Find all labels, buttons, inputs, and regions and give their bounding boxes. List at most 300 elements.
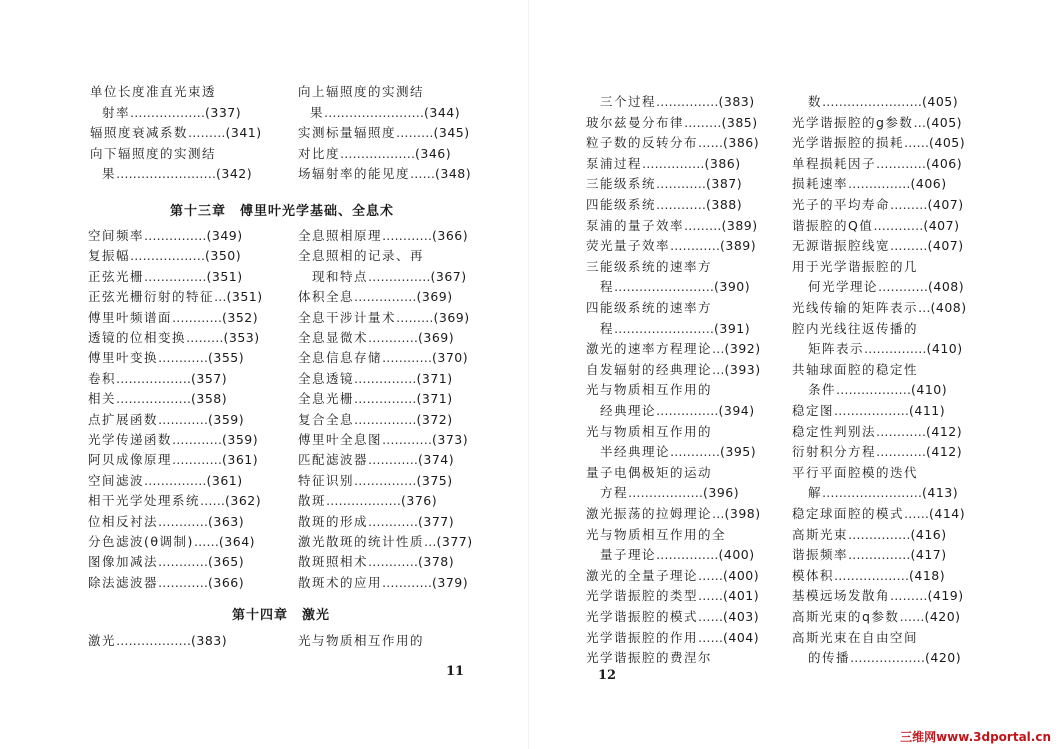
entry-leader-dots: ……… (188, 125, 226, 140)
index-entry (600, 279, 750, 295)
entry-term: 散斑的形成 (298, 513, 369, 529)
index-entry (298, 146, 451, 162)
entry-leader-dots: …… (899, 609, 925, 624)
entry-term: 场辐射率的能见度 (298, 166, 411, 181)
index-entry (792, 568, 945, 584)
index-entry (792, 218, 959, 234)
index-entry (600, 403, 755, 419)
index-entry (808, 650, 961, 666)
index-entry (792, 403, 945, 419)
entry-leader-dots: ……………… (834, 567, 910, 583)
chapter-14-title: 第十四章 激光 (232, 608, 331, 623)
index-entry (298, 125, 470, 141)
entry-page-number: (408) (930, 300, 967, 315)
index-entry (792, 547, 947, 563)
entry-term: 模体积 (792, 567, 835, 583)
entry-term: 泵浦过程 (586, 155, 643, 171)
page-gutter (528, 0, 529, 749)
entry-term: 复合全息 (298, 411, 355, 427)
entry-term: 解 (808, 485, 823, 501)
entry-term: 特征识别 (298, 472, 355, 488)
entry-term: 衍射积分方程 (792, 444, 877, 460)
entry-leader-dots: …… (698, 609, 724, 624)
index-entry (792, 176, 947, 192)
entry-term: 傅里叶全息图 (298, 432, 383, 447)
entry-page-number: (406) (926, 155, 963, 171)
entry-leader-dots: ……………… (116, 370, 192, 386)
entry-leader-dots: …… (698, 567, 724, 583)
index-entry (298, 330, 454, 346)
index-entry (586, 424, 712, 440)
entry-page-number: (413) (922, 485, 959, 501)
entry-term: 全息照相原理 (298, 228, 383, 243)
entry-leader-dots: …………………… (324, 104, 425, 120)
entry-page-number: (353) (223, 330, 260, 345)
entry-term: 玻尔兹曼分布律 (586, 114, 685, 130)
entry-page-number: (359) (222, 432, 259, 447)
entry-leader-dots: ………… (172, 432, 223, 447)
entry-leader-dots: …… (904, 135, 930, 151)
entry-page-number: (372) (416, 411, 453, 427)
index-entry (808, 341, 963, 357)
entry-page-number: (398) (724, 506, 761, 521)
entry-page-number: (358) (191, 391, 228, 407)
entry-term: 复振幅 (88, 248, 131, 264)
entry-term: 光学谐振腔的损耗 (792, 135, 905, 151)
index-entry (792, 156, 962, 172)
entry-leader-dots: ……………… (836, 382, 912, 398)
index-entry (808, 382, 947, 398)
entry-term: 光学传递函数 (88, 432, 173, 447)
entry-page-number: (379) (432, 574, 469, 590)
entry-page-number: (407) (927, 238, 964, 254)
entry-leader-dots: ………… (368, 330, 419, 345)
entry-page-number: (349) (206, 228, 243, 243)
index-entry (586, 568, 759, 584)
index-entry (298, 432, 468, 448)
index-entry (792, 321, 918, 337)
entry-page-number: (385) (721, 114, 758, 130)
entry-term: 粒子数的反转分布 (586, 135, 699, 151)
entry-leader-dots: …… (193, 534, 219, 549)
index-entry (586, 259, 712, 275)
entry-term: 程 (600, 279, 615, 295)
entry-term: 空间频率 (88, 228, 145, 243)
entry-page-number: (389) (720, 238, 757, 254)
index-entry (298, 575, 468, 591)
entry-page-number: (341) (225, 125, 262, 140)
entry-term: 损耗速率 (792, 176, 849, 192)
entry-page-number: (411) (909, 403, 946, 418)
index-entry (102, 105, 241, 121)
entry-page-number: (405) (925, 114, 963, 130)
entry-page-number: (391) (714, 320, 751, 336)
entry-leader-dots: …… (904, 506, 930, 521)
entry-page-number: (371) (416, 391, 453, 407)
entry-term: 激光 (88, 633, 117, 648)
entry-leader-dots: …………… (354, 391, 417, 407)
index-entry (298, 289, 453, 305)
entry-leader-dots: ……………… (850, 650, 926, 666)
index-entry (792, 197, 964, 213)
entry-leader-dots: ……… (890, 238, 928, 254)
index-entry (808, 279, 964, 295)
index-entry (88, 228, 243, 244)
entry-term: 数 (808, 94, 823, 109)
index-entry (600, 547, 755, 563)
entry-page-number: (352) (222, 309, 259, 325)
entry-term: 正弦光栅 (88, 268, 145, 284)
index-entry (586, 588, 759, 604)
entry-page-number: (387) (706, 176, 743, 192)
entry-leader-dots: …… (698, 135, 724, 151)
entry-page-number: (346) (415, 145, 452, 161)
entry-leader-dots: ……………… (116, 391, 192, 407)
entry-term: 光学谐振腔的模式 (586, 609, 699, 624)
index-entry (298, 493, 437, 509)
entry-leader-dots: … (913, 114, 926, 130)
index-entry (298, 391, 453, 407)
entry-term: 稳定图 (792, 403, 835, 418)
entry-page-number: (393) (724, 361, 761, 377)
entry-term: 基模远场发散角 (792, 588, 891, 604)
entry-leader-dots: ………… (656, 176, 707, 192)
entry-page-number: (367) (430, 268, 467, 284)
entry-term: 三能级系统 (586, 176, 657, 192)
entry-term: 向上辐照度的实测结 (298, 84, 425, 99)
entry-page-number: (361) (222, 452, 259, 468)
entry-term: 光与物质相互作用的 (586, 382, 713, 398)
entry-leader-dots: …………… (354, 472, 417, 488)
entry-term: 相干光学处理系统 (88, 493, 201, 509)
entry-page-number: (351) (226, 289, 263, 305)
index-entry (88, 248, 241, 264)
entry-page-number: (366) (432, 228, 469, 243)
entry-leader-dots: …… (410, 166, 436, 181)
entry-term: 光与物质相互作用的 (586, 423, 713, 439)
entry-leader-dots: ……………… (130, 104, 206, 120)
index-entry (298, 371, 453, 387)
index-entry (586, 650, 712, 666)
entry-term: 光学谐振腔的g参数 (792, 114, 914, 130)
index-entry (586, 609, 759, 625)
entry-leader-dots: ……………… (340, 145, 416, 161)
entry-leader-dots: ……… (890, 197, 928, 212)
entry-page-number: (363) (208, 513, 245, 529)
entry-leader-dots: ………… (878, 279, 929, 295)
entry-leader-dots: …………… (848, 547, 911, 563)
entry-page-number: (357) (191, 370, 228, 386)
entry-term: 光学谐振腔的类型 (586, 588, 699, 604)
entry-leader-dots: ………… (158, 411, 209, 427)
index-entry (298, 228, 468, 244)
entry-page-number: (420) (924, 609, 961, 624)
index-entry (298, 534, 473, 550)
entry-leader-dots: …………… (354, 370, 417, 386)
entry-page-number: (351) (206, 268, 243, 284)
entry-term: 激光散斑的统计性质 (298, 534, 425, 549)
index-entry (298, 633, 424, 649)
entry-leader-dots: ………… (670, 444, 721, 460)
index-entry (792, 135, 965, 151)
entry-page-number: (412) (926, 423, 963, 439)
index-entry (586, 300, 712, 316)
index-entry (298, 514, 454, 530)
index-entry (298, 310, 470, 326)
entry-page-number: (370) (432, 350, 469, 366)
entry-term: 条件 (808, 382, 837, 398)
entry-term: 自发辐射的经典理论 (586, 361, 713, 377)
index-entry (586, 465, 712, 481)
index-entry (586, 156, 741, 172)
entry-term: 果 (310, 104, 325, 120)
entry-page-number: (365) (208, 554, 245, 570)
entry-term: 全息显微术 (298, 330, 369, 345)
entry-page-number: (396) (703, 485, 740, 501)
entry-page-number: (416) (910, 526, 947, 542)
entry-term: 全息信息存储 (298, 350, 383, 366)
index-entry (586, 341, 761, 357)
index-entry (88, 269, 243, 285)
index-entry (792, 527, 947, 543)
entry-term: 透镜的位相变换 (88, 330, 187, 345)
index-entry (792, 424, 962, 440)
entry-term: 光与物质相互作用的 (298, 633, 425, 648)
entry-leader-dots: ……………… (326, 493, 402, 509)
index-entry (88, 534, 255, 550)
index-entry (586, 362, 761, 378)
index-entry (88, 412, 244, 428)
entry-page-number: (378) (418, 554, 455, 570)
entry-term: 傅里叶变换 (88, 350, 159, 366)
entry-page-number: (414) (929, 506, 966, 521)
entry-page-number: (394) (718, 403, 755, 418)
index-entry (792, 465, 918, 481)
entry-page-number: (361) (206, 472, 243, 488)
entry-leader-dots: …………………… (116, 166, 217, 181)
entry-page-number: (383) (191, 633, 228, 648)
entry-page-number: (355) (208, 350, 245, 366)
entry-leader-dots: ………… (876, 423, 927, 439)
entry-term: 对比度 (298, 145, 341, 161)
entry-leader-dots: …………… (848, 526, 911, 542)
entry-leader-dots: …………… (354, 411, 417, 427)
index-entry (298, 412, 453, 428)
entry-term: 荧光量子效率 (586, 238, 671, 254)
entry-leader-dots: ……… (396, 125, 434, 140)
entry-leader-dots: …………………… (822, 94, 923, 109)
entry-term: 正弦光栅衍射的特征 (88, 289, 215, 305)
entry-term: 射率 (102, 104, 131, 120)
entry-page-number: (390) (714, 279, 751, 295)
index-entry (298, 166, 471, 182)
entry-page-number: (408) (928, 279, 965, 295)
index-entry (88, 289, 263, 305)
entry-leader-dots: ………… (876, 444, 927, 460)
entry-leader-dots: ……………… (628, 485, 704, 501)
entry-leader-dots: ………… (382, 228, 433, 243)
index-entry (88, 633, 227, 649)
index-entry (298, 84, 424, 100)
watermark: 三维网www.3dportal.cn (900, 730, 1051, 744)
entry-term: 的传播 (808, 650, 851, 666)
index-entry (88, 452, 258, 468)
entry-leader-dots: …………… (656, 94, 719, 109)
entry-page-number: (406) (910, 176, 947, 192)
entry-page-number: (375) (416, 472, 453, 488)
entry-term: 位相反衬法 (88, 513, 159, 529)
entry-page-number: (419) (927, 588, 964, 604)
entry-leader-dots: …………………… (822, 485, 923, 501)
index-entry (586, 382, 712, 398)
entry-page-number: (344) (424, 104, 461, 120)
entry-term: 高斯光束在自由空间 (792, 629, 919, 645)
entry-page-number: (392) (724, 341, 761, 357)
index-entry (90, 146, 216, 162)
entry-leader-dots: ………… (158, 350, 209, 366)
entry-page-number: (362) (225, 493, 262, 509)
entry-leader-dots: …………… (368, 268, 431, 284)
entry-term: 方程 (600, 485, 629, 501)
entry-leader-dots: ………… (158, 574, 209, 590)
entry-term: 高斯光束 (792, 526, 849, 542)
entry-term: 分色滤波(θ调制) (88, 534, 194, 549)
entry-term: 单程损耗因子 (792, 155, 877, 171)
index-entry (88, 473, 243, 489)
entry-term: 程 (600, 320, 615, 336)
entry-leader-dots: … (712, 506, 725, 521)
entry-term: 光与物质相互作用的全 (586, 526, 727, 542)
entry-term: 量子电偶极矩的运动 (586, 464, 713, 480)
entry-term: 四能级系统的速率方 (586, 300, 713, 315)
chapter-13-title: 第十三章 傅里叶光学基础、全息术 (170, 204, 395, 219)
entry-leader-dots: …………… (144, 472, 207, 488)
index-entry (808, 94, 958, 110)
entry-page-number: (359) (208, 411, 245, 427)
entry-term: 散斑 (298, 493, 327, 509)
entry-term: 激光振荡的拉姆理论 (586, 506, 713, 521)
entry-leader-dots: ……………… (834, 403, 910, 418)
index-entry (586, 527, 726, 543)
entry-leader-dots: …………………… (614, 320, 715, 336)
entry-term: 体积全息 (298, 289, 355, 305)
entry-leader-dots: ……… (396, 309, 434, 325)
entry-leader-dots: …………… (354, 289, 417, 305)
entry-term: 谐振腔的Q值 (792, 217, 874, 233)
entry-leader-dots: ………… (368, 513, 419, 529)
entry-page-number: (348) (435, 166, 472, 181)
entry-term: 光线传输的矩阵表示 (792, 300, 919, 315)
index-entry (298, 452, 454, 468)
index-entry (808, 485, 958, 501)
entry-leader-dots: ………… (876, 155, 927, 171)
index-entry (88, 371, 227, 387)
entry-leader-dots: …………… (642, 155, 705, 171)
index-entry (102, 166, 252, 182)
entry-leader-dots: ………… (172, 309, 223, 325)
entry-term: 光学谐振腔的作用 (586, 629, 699, 645)
entry-leader-dots: … (712, 341, 725, 357)
entry-term: 傅里叶频谱面 (88, 309, 173, 325)
index-entry (298, 473, 453, 489)
entry-leader-dots: ………… (873, 217, 924, 233)
entry-term: 果 (102, 166, 117, 181)
entry-term: 三个过程 (600, 94, 657, 109)
entry-leader-dots: …………… (656, 403, 719, 418)
index-entry (312, 269, 467, 285)
index-entry (88, 310, 258, 326)
entry-term: 量子理论 (600, 547, 657, 563)
entry-term: 全息光栅 (298, 391, 355, 407)
entry-page-number: (342) (216, 166, 253, 181)
entry-term: 单位长度准直光束透 (90, 84, 217, 99)
entry-term: 高斯光束的q参数 (792, 609, 900, 624)
entry-term: 三能级系统的速率方 (586, 258, 713, 274)
index-entry (792, 259, 918, 275)
index-entry (298, 248, 424, 264)
entry-page-number: (412) (926, 444, 963, 460)
entry-term: 共轴球面腔的稳定性 (792, 361, 919, 377)
index-entry (88, 554, 244, 570)
entry-leader-dots: ……………… (130, 248, 206, 264)
index-entry (600, 485, 739, 501)
entry-leader-dots: ………… (172, 452, 223, 468)
entry-term: 经典理论 (600, 403, 657, 418)
entry-page-number: (400) (718, 547, 755, 563)
entry-leader-dots: … (918, 300, 931, 315)
index-entry (586, 135, 759, 151)
entry-leader-dots: ………… (670, 238, 721, 254)
entry-leader-dots: … (214, 289, 227, 305)
entry-term: 匹配滤波器 (298, 452, 369, 468)
entry-leader-dots: ………… (382, 574, 433, 590)
index-entry (792, 115, 962, 131)
index-entry (298, 554, 454, 570)
entry-page-number: (410) (911, 382, 948, 398)
entry-term: 稳定性判别法 (792, 423, 877, 439)
entry-page-number: (403) (723, 609, 760, 624)
entry-page-number: (404) (723, 629, 760, 645)
index-entry (792, 238, 964, 254)
entry-page-number: (386) (704, 155, 741, 171)
index-entry (792, 609, 961, 625)
index-entry (586, 630, 759, 646)
index-entry (586, 197, 742, 213)
index-entry (792, 362, 918, 378)
entry-page-number: (373) (432, 432, 469, 447)
entry-leader-dots: …………… (848, 176, 911, 192)
index-entry (88, 432, 258, 448)
entry-term: 用于光学谐振腔的几 (792, 258, 919, 274)
index-entry (792, 300, 967, 316)
entry-leader-dots: …………… (144, 268, 207, 284)
entry-term: 点扩展函数 (88, 411, 159, 427)
entry-term: 激光的全量子理论 (586, 567, 699, 583)
entry-term: 全息照相的记录、再 (298, 248, 425, 264)
entry-leader-dots: ……… (684, 114, 722, 130)
entry-term: 四能级系统 (586, 197, 657, 212)
index-entry (88, 330, 260, 346)
entry-term: 图像加减法 (88, 554, 159, 570)
entry-leader-dots: ………… (656, 197, 707, 212)
entry-term: 无源谐振腔线宽 (792, 238, 891, 254)
index-entry (586, 238, 756, 254)
entry-page-number: (377) (418, 513, 455, 529)
entry-page-number: (350) (205, 248, 242, 264)
entry-term: 谐振频率 (792, 547, 849, 563)
entry-leader-dots: …………………… (614, 279, 715, 295)
entry-leader-dots: …………… (864, 341, 927, 357)
